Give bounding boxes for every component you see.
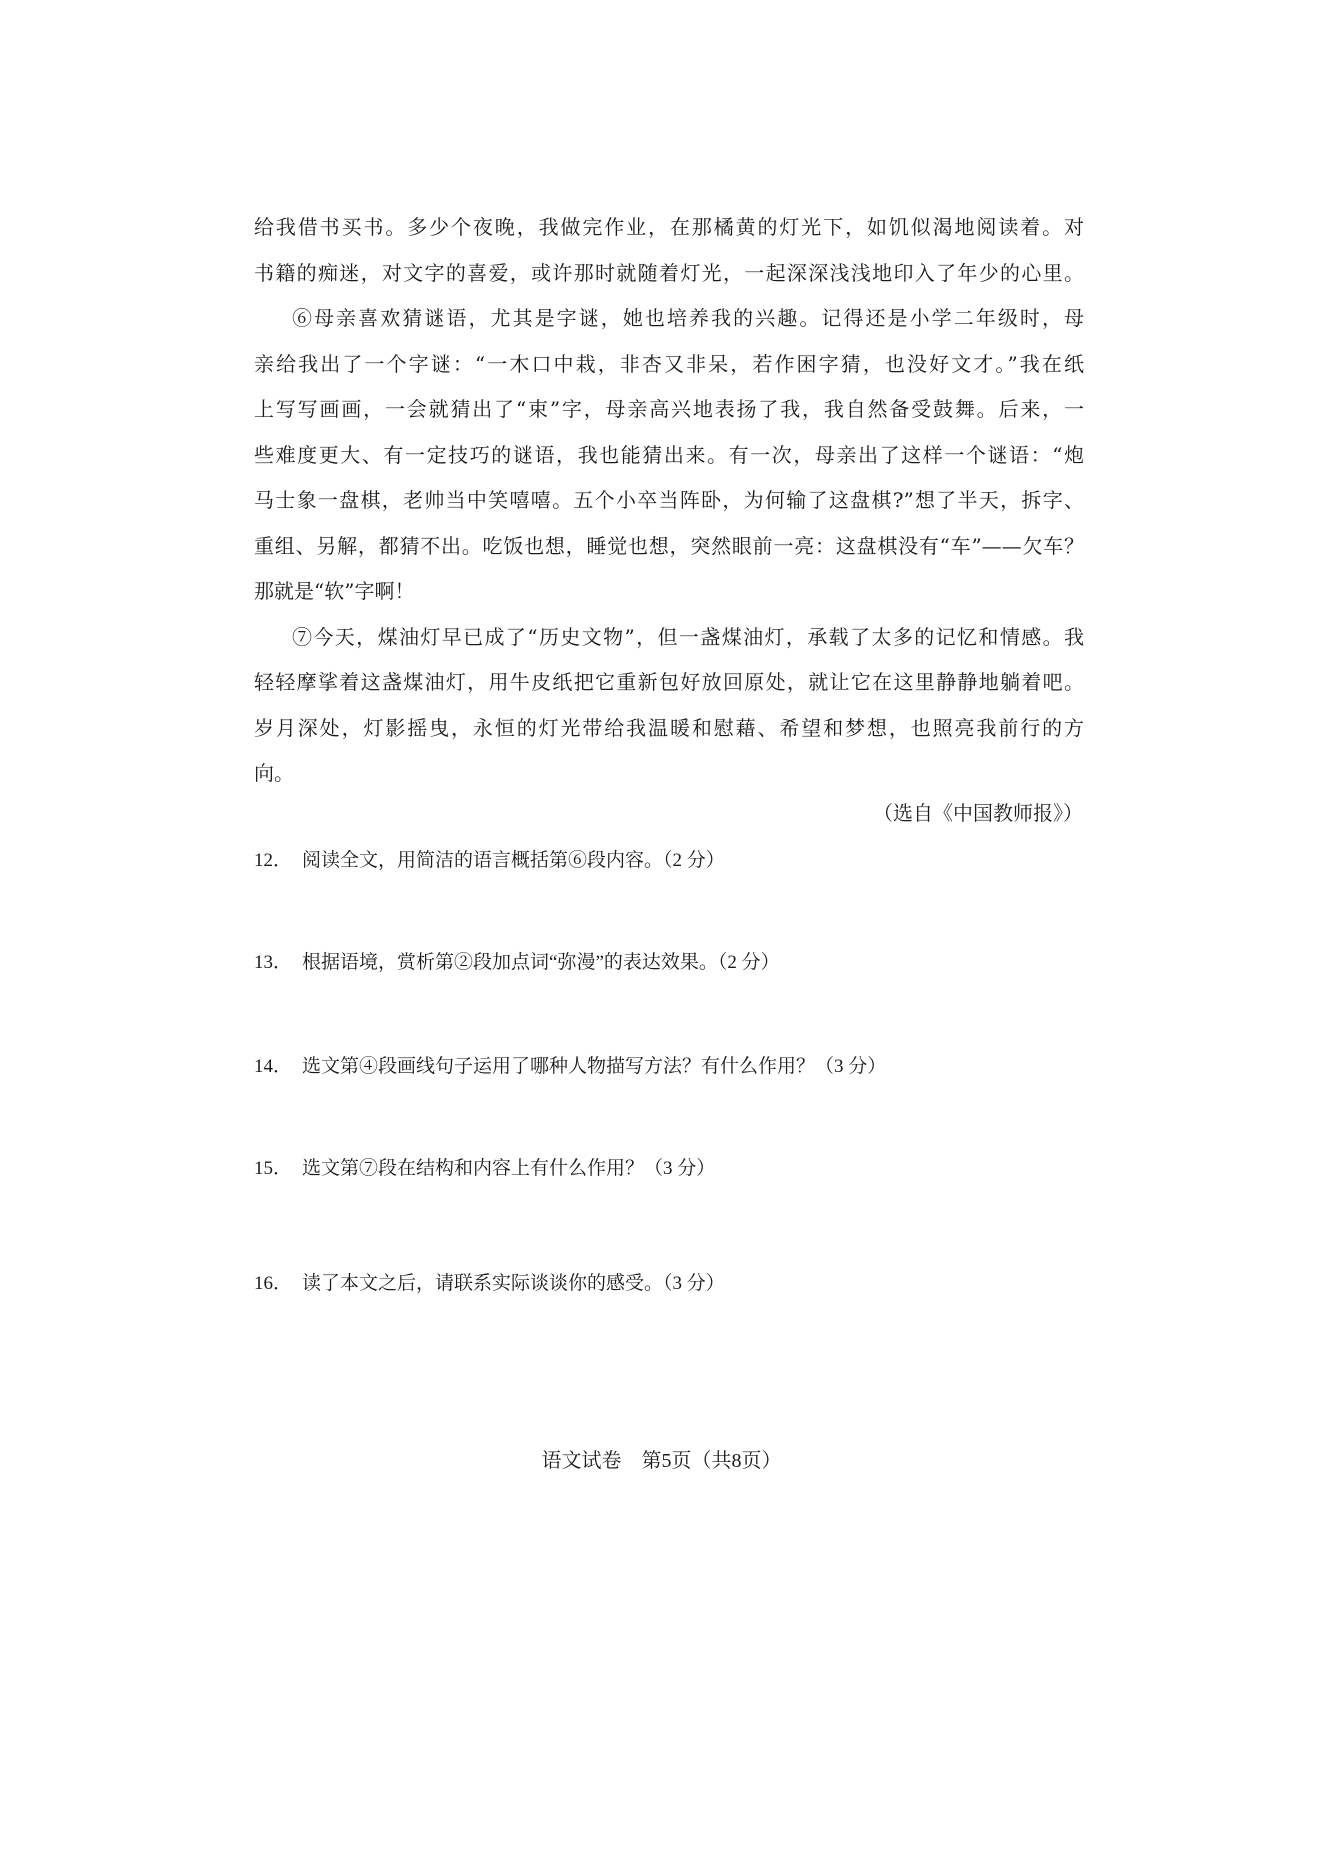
question-text: 选文第⑦段在结构和内容上有什么作用？（3 分） — [302, 1158, 716, 1179]
question-text: 根据语境，赏析第②段加点词“弥漫”的表达效果。（2 分） — [302, 952, 780, 973]
question-number: 14． — [254, 1056, 293, 1077]
question-15 — [254, 1151, 715, 1187]
passage-line: 轻轻摩挲着这盏煤油灯，用牛皮纸把它重新包好放回原处，就让它在这里静静地躺着吧。 — [254, 670, 1084, 694]
question-12 — [254, 843, 725, 879]
passage-source: （选自《中国教师报》） — [873, 803, 1083, 825]
question-number: 16． — [254, 1273, 293, 1294]
question-text: 读了本文之后，请联系实际谈谈你的感受。（3 分） — [302, 1273, 725, 1294]
question-number: 15． — [254, 1158, 293, 1179]
passage-line: 上写写画画，一会就猜出了“束”字，母亲高兴地表扬了我，我自然备受鼓舞。后来，一 — [254, 397, 1084, 421]
passage-line: 亲给我出了一个字谜：“一木口中栽，非杏又非呆，若作困字猜，也没好文才。”我在纸 — [254, 351, 1084, 376]
passage-line: 重组、另解，都猜不出。吃饭也想，睡觉也想，突然眼前一亮：这盘棋没有“车”——欠车？ — [254, 533, 1084, 558]
question-16 — [254, 1266, 725, 1302]
reading-passage — [254, 205, 1084, 797]
question-14 — [254, 1049, 886, 1085]
paragraph-7-start: ⑦今天，煤油灯早已成了“历史文物”，但一盏煤油灯，承载了太多的记忆和情感。我 — [292, 624, 1084, 649]
passage-line: 向。 — [254, 761, 294, 785]
passage-line: 马士象一盘棋，老帅当中笑嘻嘻。五个小卒当阵卧，为何输了这盘棋?”想了半天，拆字、 — [254, 488, 1084, 512]
passage-line: 岁月深处，灯影摇曳，永恒的灯光带给我温暖和慰藉、希望和梦想，也照亮我前行的方 — [254, 715, 1084, 740]
question-text: 选文第④段画线句子运用了哪种人物描写方法？有什么作用？（3 分） — [302, 1056, 887, 1077]
question-number: 13． — [254, 952, 293, 973]
question-13 — [254, 945, 780, 981]
passage-line: 些难度更大、有一定技巧的谜语，我也能猜出来。有一次，母亲出了这样一个谜语：“炮 — [254, 442, 1084, 467]
question-number: 12． — [254, 850, 293, 871]
question-text: 阅读全文，用简洁的语言概括第⑥段内容。（2 分） — [302, 850, 725, 871]
passage-line: 那就是“软”字啊！ — [254, 579, 415, 603]
passage-line: 给我借书买书。多少个夜晚，我做完作业，在那橘黄的灯光下，如饥似渴地阅读着。对 — [254, 215, 1084, 239]
page-footer: 语文试卷 第5页（共8页） — [541, 1450, 782, 1472]
passage-line: 书籍的痴迷，对文字的喜爱，或许那时就随着灯光，一起深深浅浅地印入了年少的心里。 — [254, 260, 1084, 285]
paragraph-6-start: ⑥母亲喜欢猜谜语，尤其是字谜，她也培养我的兴趣。记得还是小学二年级时，母 — [292, 306, 1084, 330]
